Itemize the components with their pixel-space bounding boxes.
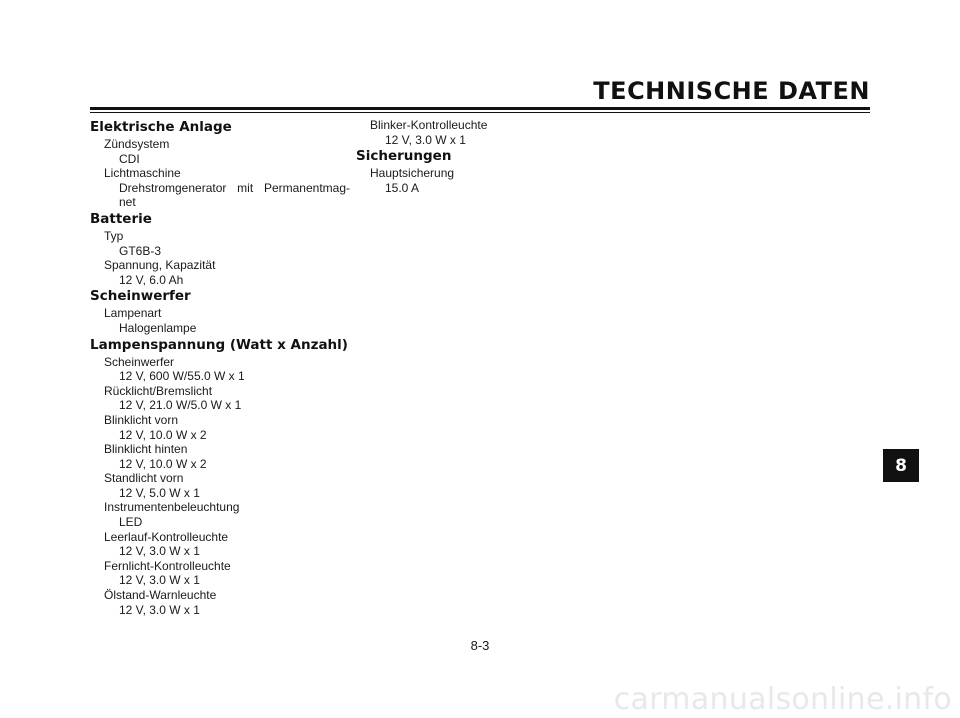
spec-value: 12 V, 600 W/55.0 W x 1 — [119, 369, 245, 384]
spec-value: 12 V, 3.0 W x 1 — [119, 602, 200, 617]
spec-value-continuation: net — [119, 195, 136, 210]
spec-value: 12 V, 21.0 W/5.0 W x 1 — [119, 398, 242, 413]
page-number: 8-3 — [470, 638, 490, 653]
left-column — [90, 118, 350, 617]
section-heading-scheinwerfer: Scheinwerfer — [90, 288, 191, 305]
spec-value: 12 V, 3.0 W x 1 — [385, 132, 466, 147]
watermark: carmanualsonline.info — [613, 682, 952, 717]
spec-label: Blinker-Kontrolleuchte — [370, 118, 488, 132]
spec-value: 12 V, 6.0 Ah — [119, 272, 184, 287]
spec-value: 12 V, 10.0 W x 2 — [119, 456, 207, 471]
section-heading-sicherungen: Sicherungen — [356, 148, 452, 165]
spec-label: Standlicht vorn — [104, 471, 184, 486]
spec-label: Typ — [104, 228, 124, 243]
spec-label: Instrumentenbeleuchtung — [104, 500, 240, 515]
spec-label: Leerlauf-Kontrolleuchte — [104, 529, 229, 544]
spec-value: 12 V, 5.0 W x 1 — [119, 485, 200, 500]
spec-label: Hauptsicherung — [370, 166, 455, 181]
section-heading-elektrische-anlage: Elektrische Anlage — [90, 119, 232, 135]
spec-label: Rücklicht/Bremslicht — [104, 383, 213, 398]
spec-label: Lampenart — [104, 306, 162, 321]
spec-value: 12 V, 3.0 W x 1 — [119, 544, 200, 559]
spec-value: GT6B-3 — [119, 243, 162, 258]
spec-value: CDI — [119, 151, 140, 166]
page-title: TECHNISCHE DATEN — [593, 77, 870, 105]
section-heading-lampenspannung: Lampenspannung (Watt x Anzahl) — [90, 336, 348, 353]
chapter-tab — [883, 449, 919, 482]
section-heading-batterie: Batterie — [90, 210, 152, 227]
page-header — [90, 76, 870, 106]
spec-label: Zündsystem — [104, 137, 170, 151]
header-rule-thin — [90, 112, 870, 113]
spec-label: Spannung, Kapazität — [104, 258, 216, 273]
spec-value: 12 V, 10.0 W x 2 — [119, 427, 207, 442]
spec-value: LED — [119, 515, 143, 530]
spec-value: Halogenlampe — [119, 320, 197, 335]
header-rule-thick — [90, 107, 870, 110]
chapter-tab-label: 8 — [895, 455, 907, 476]
spec-label: Lichtmaschine — [104, 166, 181, 181]
spec-value: 15.0 A — [385, 180, 420, 195]
spec-label: Ölstand-Warnleuchte — [104, 588, 217, 603]
spec-label: Blinklicht hinten — [104, 442, 188, 457]
spec-label: Blinklicht vorn — [104, 412, 179, 427]
spec-value: 12 V, 3.0 W x 1 — [119, 573, 200, 588]
spec-label: Fernlicht-Kontrolleuchte — [104, 558, 231, 573]
right-column — [356, 118, 606, 195]
spec-value: Drehstromgenerator mit Permanentmag- — [119, 180, 350, 195]
spec-label: Scheinwerfer — [104, 354, 175, 369]
